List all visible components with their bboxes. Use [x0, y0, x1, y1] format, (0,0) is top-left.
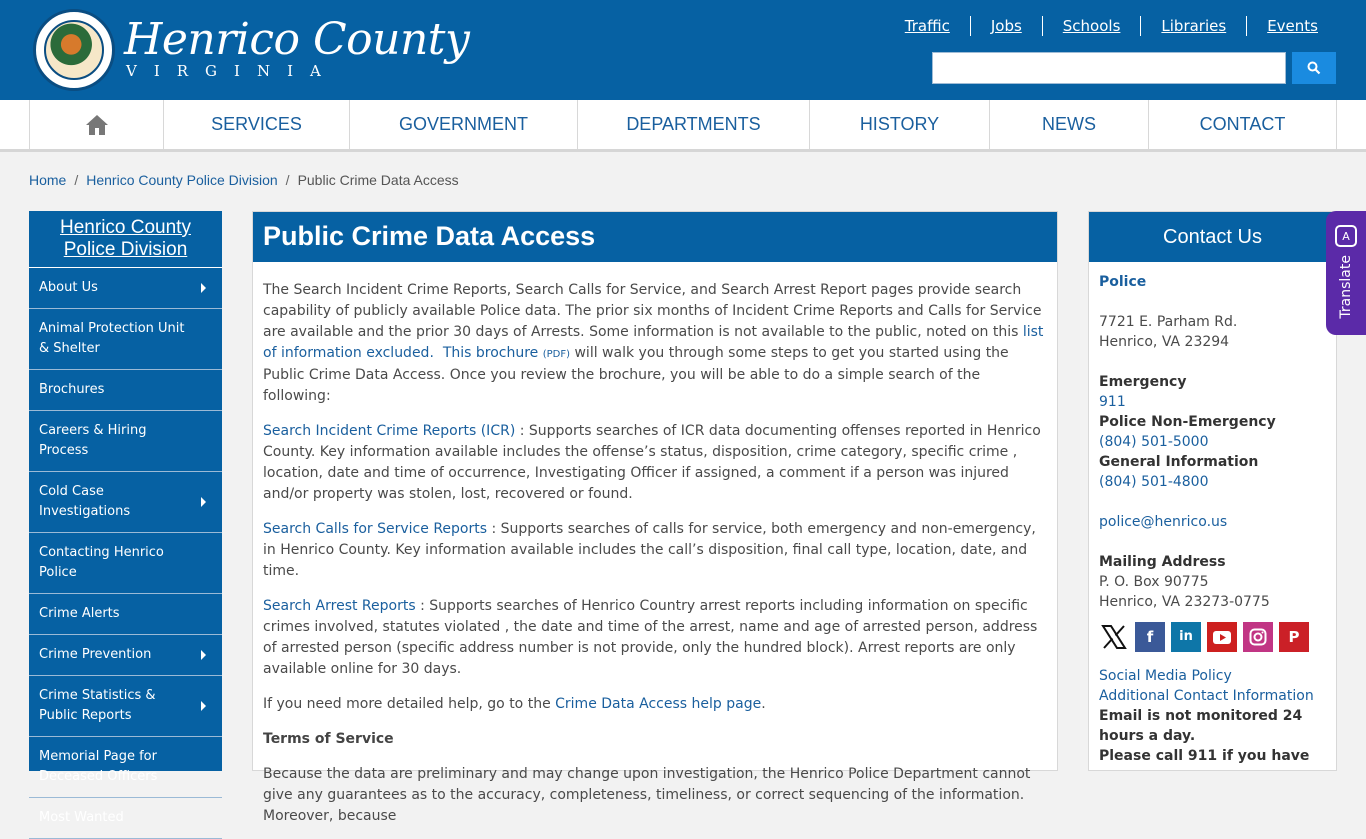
arrest-description: : Supports searches of Henrico Country arrest reports including information on specific crimes involved, statutes violated , the date and time of the arrest, name and age of arrested person, address of arrested person (specific address number is not provide, only the hundred block). Arrest reports are only available online for 30 days.: [263, 598, 1038, 677]
help-paragraph: [263, 694, 1047, 715]
excluded-info-link[interactable]: list of information excluded.: [263, 324, 1044, 361]
contact-org-label: Police: [1099, 274, 1147, 290]
instagram-icon[interactable]: [1243, 622, 1273, 652]
county-seal-logo[interactable]: [33, 9, 115, 91]
translate-icon: A: [1335, 225, 1357, 247]
nav-home[interactable]: [30, 100, 164, 149]
sidebar-item-label: Contacting Henrico Police: [39, 545, 164, 580]
top-link-events[interactable]: Events: [1246, 16, 1338, 36]
emergency-phone-link[interactable]: 911: [1099, 394, 1126, 410]
caret-right-icon[interactable]: [201, 701, 206, 711]
search-calls-for-service-link[interactable]: Search Calls for Service Reports: [263, 521, 488, 537]
sidebar-item-memorial[interactable]: [29, 737, 222, 798]
terms-heading: Terms of Service: [263, 731, 394, 747]
sidebar-item-label: Crime Statistics & Public Reports: [39, 688, 156, 723]
additional-contact-link[interactable]: Additional Contact Information: [1099, 688, 1314, 704]
cfs-description: : Supports searches of calls for service, both emergency and non-emergency, in Henrico County. Key information available includes the call’s disposition, final call type, location, date, and time.: [263, 521, 1036, 579]
page-title: Public Crime Data Access: [253, 212, 1057, 262]
nav-contact[interactable]: CONTACT: [1149, 100, 1337, 149]
sidebar-item-label: Most Wanted: [39, 810, 124, 825]
contact-org-link[interactable]: [1099, 274, 1146, 290]
section-sidebar: [29, 211, 222, 825]
main-nav: [0, 100, 1366, 152]
article-body: [253, 262, 1057, 827]
breadcrumb-separator: /: [74, 172, 79, 188]
icr-description: : Supports searches of ICR data documenting offenses reported in Henrico County. Key information available includes the offense’s status, disposition, crime category, specific crime , location, date and time of occurrence, Investigating Officer if assigned, a comment if a person was injured and/or property was stolen, lost, recovered or found.: [263, 423, 1041, 502]
sidebar-item-animal-protection[interactable]: [29, 309, 222, 370]
mailing-address-line-2: Henrico, VA 23273-0775: [1099, 594, 1270, 610]
sidebar-item-careers[interactable]: [29, 411, 222, 472]
sidebar-item-label: Memorial Page for Deceased Officers: [39, 749, 158, 784]
x-icon[interactable]: [1099, 622, 1129, 652]
brochure-link[interactable]: [443, 345, 570, 361]
emergency-label: Emergency: [1099, 374, 1187, 390]
sidebar-item-label: Brochures: [39, 382, 105, 397]
help-page-link[interactable]: Crime Data Access help page: [555, 696, 762, 712]
main-content: [252, 211, 1058, 824]
search-icr-link[interactable]: Search Incident Crime Reports (ICR): [263, 423, 516, 439]
general-info-label: General Information: [1099, 454, 1259, 470]
nav-government[interactable]: GOVERNMENT: [350, 100, 578, 149]
mailing-address-label: Mailing Address: [1099, 554, 1226, 570]
facebook-icon[interactable]: f: [1135, 622, 1165, 652]
translate-tab[interactable]: [1326, 211, 1366, 335]
email-notice-continued: Please call 911 if you have: [1099, 748, 1310, 764]
contact-title: Contact Us: [1089, 212, 1336, 262]
contact-address-line-2: Henrico, VA 23294: [1099, 334, 1230, 350]
top-link-jobs[interactable]: Jobs: [970, 16, 1042, 36]
nav-news[interactable]: NEWS: [990, 100, 1149, 149]
breadcrumb: [29, 172, 459, 188]
site-header: [0, 0, 1366, 100]
site-logo-title[interactable]: Henrico County: [124, 14, 470, 65]
help-text: If you need more detailed help, go to the: [263, 696, 556, 712]
pdf-label: (PDF): [542, 349, 571, 360]
sidebar-item-label: Careers & Hiring Process: [39, 423, 147, 458]
site-logo-subtitle: VIRGINIA: [126, 62, 338, 80]
intro-text-continued: will walk you through some steps to get you started using the Public Crime Data Access. Once you review the brochure, you will be able to do a simple search of the following:: [263, 345, 1009, 404]
intro-paragraph: [263, 280, 1047, 407]
non-emergency-phone-link[interactable]: (804) 501-5000: [1099, 434, 1209, 450]
sidebar-title-link[interactable]: Henrico County Police Division: [29, 211, 222, 268]
brochure-link-label: This brochure: [442, 345, 539, 361]
nav-services[interactable]: SERVICES: [164, 100, 350, 149]
breadcrumb-current: Public Crime Data Access: [297, 172, 459, 188]
sidebar-item-about-us[interactable]: [29, 268, 222, 309]
caret-right-icon[interactable]: [201, 650, 206, 660]
nav-departments[interactable]: DEPARTMENTS: [578, 100, 810, 149]
intro-text: The Search Incident Crime Reports, Search Calls for Service, and Search Arrest Report pages provide search capability of publicly available Police data. The prior six months of Incident Crime Reports and Calls for Service are available and the prior 30 days of Arrests. Some information is not available to the public, noted on this: [263, 282, 1042, 340]
sidebar-item-label: Crime Alerts: [39, 606, 120, 621]
top-link-traffic[interactable]: Traffic: [904, 17, 950, 35]
translate-label: Translate: [1338, 255, 1354, 319]
search-arrest-reports-link[interactable]: Search Arrest Reports: [263, 598, 416, 614]
top-links: [885, 16, 1338, 36]
sidebar-item-most-wanted[interactable]: [29, 798, 222, 839]
sidebar-item-label: About Us: [39, 280, 98, 295]
contact-email-link[interactable]: police@henrico.us: [1099, 514, 1228, 530]
non-emergency-label: Police Non-Emergency: [1099, 414, 1276, 430]
breadcrumb-police-division[interactable]: Henrico County Police Division: [86, 172, 278, 188]
sidebar-item-cold-case[interactable]: [29, 472, 222, 533]
search-button[interactable]: [1292, 52, 1336, 84]
breadcrumb-home[interactable]: Home: [29, 172, 67, 188]
terms-paragraph: Because the data are preliminary and may change upon investigation, the Henrico Police Department cannot give any guarantees as to the accuracy, completeness, timeliness, or correct sequencing of the information. Moreover, because: [263, 766, 1031, 824]
linkedin-icon[interactable]: in: [1171, 622, 1201, 652]
search-input[interactable]: [932, 52, 1286, 84]
caret-right-icon[interactable]: [201, 497, 206, 507]
sidebar-item-crime-statistics[interactable]: [29, 676, 222, 737]
email-notice: Email is not monitored 24 hours a day.: [1099, 708, 1303, 744]
sidebar-item-label: Cold Case Investigations: [39, 484, 131, 519]
contact-sidebar: [1088, 211, 1337, 771]
cfs-paragraph: [263, 519, 1047, 582]
pinterest-icon[interactable]: P: [1279, 622, 1309, 652]
social-links: [1099, 622, 1326, 652]
social-media-policy-link[interactable]: Social Media Policy: [1099, 668, 1232, 684]
icr-paragraph: [263, 421, 1047, 505]
mailing-address-line-1: P. O. Box 90775: [1099, 574, 1209, 590]
caret-right-icon[interactable]: [201, 283, 206, 293]
youtube-icon[interactable]: [1207, 622, 1237, 652]
contact-address-line-1: 7721 E. Parham Rd.: [1099, 314, 1238, 330]
sidebar-item-contacting-police[interactable]: [29, 533, 222, 594]
sidebar-item-label: Crime Prevention: [39, 647, 152, 662]
help-text-end: .: [761, 696, 766, 712]
nav-history[interactable]: HISTORY: [810, 100, 990, 149]
search-icon: [1307, 61, 1321, 75]
top-link-libraries[interactable]: Libraries: [1140, 16, 1246, 36]
sidebar-item-crime-prevention[interactable]: [29, 635, 222, 676]
sidebar-item-label: Animal Protection Unit & Shelter: [39, 321, 185, 356]
general-info-phone-link[interactable]: (804) 501-4800: [1099, 474, 1209, 490]
sidebar-item-crime-alerts[interactable]: [29, 594, 222, 635]
top-link-schools[interactable]: Schools: [1042, 16, 1141, 36]
breadcrumb-separator: /: [285, 172, 290, 188]
home-icon: [85, 114, 109, 136]
sidebar-item-brochures[interactable]: [29, 370, 222, 411]
arrest-paragraph: [263, 596, 1047, 680]
